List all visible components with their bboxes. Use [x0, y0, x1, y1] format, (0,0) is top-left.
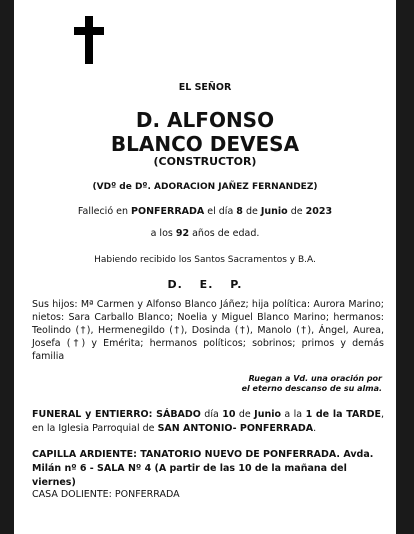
- family-paragraph: Sus hijos: Mª Carmen y Alfonso Blanco Jáñez; hija política: Aurora Marino; nietos: Sara Carballo Blanco; Noelia y Miguel Blanco Marino; hermanos: Teolindo (†), Hermenegildo (†), Dosinda (†), Manolo (†), Ángel, Aurea, Josefa (†) y Emérita; hermanos políticos; sobrinos; primos y demás familia: [32, 299, 384, 362]
- deceased-name-line2: BLANCO DEVESA: [110, 132, 300, 156]
- heading: EL SEÑOR: [178, 82, 232, 93]
- widow-of: (VDº de Dº. ADORACION JAÑEZ FERNANDEZ): [92, 182, 318, 192]
- age-info: a los 92 años de edad.: [150, 228, 260, 239]
- chapel-info: CAPILLA ARDIENTE: TANATORIO NUEVO DE PONFERRADA. Avda. Milán nº 6 - SALA Nº 4 (A partir de las 10 de la mañana del viernes): [32, 449, 374, 488]
- dep-text: D. E. P.: [167, 278, 243, 291]
- obituary-sheet: [14, 0, 396, 534]
- occupation: (CONSTRUCTOR): [153, 155, 257, 168]
- cross-icon: [74, 16, 104, 64]
- death-info: Falleció en PONFERRADA el día 8 de Junio de 2023: [77, 206, 333, 217]
- prayer-request: Ruegan a Vd. una oración por el eterno descanso de su alma.: [241, 374, 382, 393]
- funeral-info: FUNERAL y ENTIERRO: SÁBADO día 10 de Junio a la 1 de la TARDE, en la Iglesia Parroquial de SAN ANTONIO- PONFERRADA.: [32, 409, 385, 434]
- mourning-house: CASA DOLIENTE: PONFERRADA: [32, 489, 180, 500]
- sacraments-text: Habiendo recibido los Santos Sacramentos y B.A.: [94, 255, 316, 265]
- deceased-name-line1: D. ALFONSO: [135, 108, 275, 132]
